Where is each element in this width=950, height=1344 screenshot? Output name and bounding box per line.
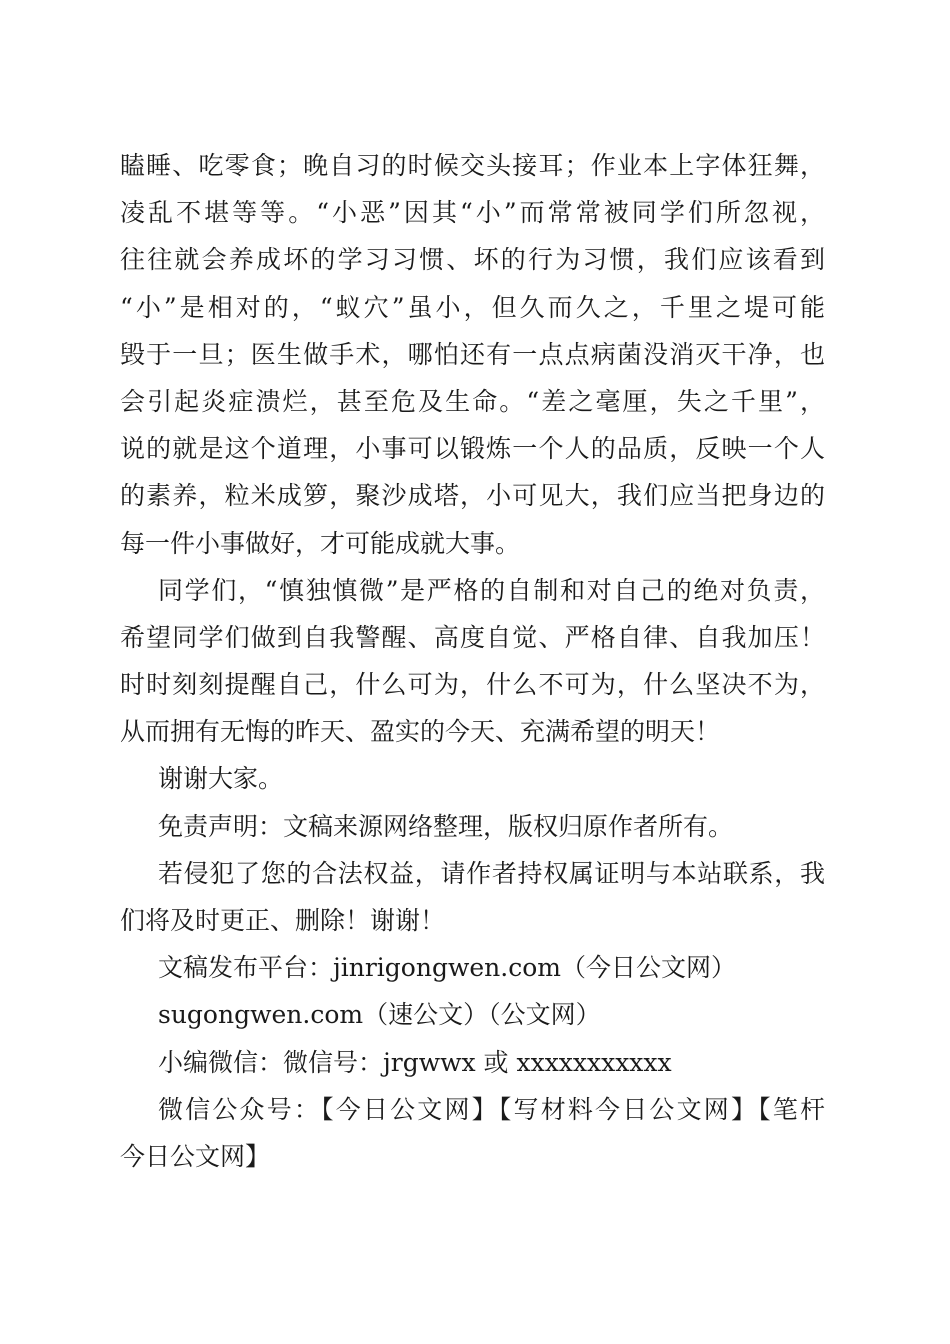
paragraph-disclaimer (120, 803, 825, 850)
text-line: 瞌睡、吃零食；晚自习的时候交头接耳；作业本上字体狂舞， (120, 151, 825, 180)
text-line: 小编微信：微信号：jrgwwx 或 xxxxxxxxxxx (158, 1047, 672, 1077)
text-line: 往往就会养成坏的学习习惯、坏的行为习惯，我们应该看到 (120, 245, 825, 275)
text-line: 文稿发布平台：jinrigongwen.com（今日公文网） (158, 953, 736, 983)
paragraph-closing-appeal (120, 567, 825, 756)
text-line: 们将及时更正、删除！谢谢！ (120, 906, 446, 935)
paragraph-wechat-accounts (120, 1086, 825, 1180)
text-line: 会引起炎症溃烂，甚至危及生命。“差之毫厘，失之千里”， (120, 386, 825, 416)
text-line: 凌乱不堪等等。“小恶”因其“小”而常常被同学们所忽视， (120, 198, 825, 228)
text-line: 若侵犯了您的合法权益，请作者持权属证明与本站联系，我 (158, 858, 825, 888)
text-line: 谢谢大家。 (158, 764, 284, 794)
text-line: 从而拥有无悔的昨天、盈实的今天、充满希望的明天！ (120, 717, 721, 747)
paragraph-platform-alt (120, 991, 825, 1038)
paragraph-wechat-id (120, 1039, 825, 1086)
text-line: 的素养，粒米成箩，聚沙成塔，小可见大，我们应当把身边的 (120, 481, 825, 511)
paragraph-thanks (120, 755, 825, 802)
paragraph-infringement-notice (120, 850, 825, 944)
text-line: 同学们，“慎独慎微”是严格的自制和对自己的绝对负责， (158, 575, 825, 605)
text-line: 今日公文网】 (120, 1141, 271, 1171)
text-line: 时时刻刻提醒自己，什么可为，什么不可为，什么坚决不为， (120, 670, 825, 700)
text-line: 毁于一旦；医生做手术，哪怕还有一点点病菌没消灭干净，也 (120, 339, 825, 369)
text-line: 免责声明：文稿来源网络整理，版权归原作者所有。 (158, 811, 734, 841)
text-line: 每一件小事做好，才可能成就大事。 (120, 528, 521, 558)
paragraph-continuation (120, 142, 825, 567)
paragraph-platform (120, 944, 825, 991)
text-line: “小”是相对的，“蚁穴”虽小，但久而久之，千里之堤可能 (120, 292, 825, 322)
document-page (120, 142, 825, 1180)
text-line: 说的就是这个道理，小事可以锻炼一个人的品质，反映一个人 (120, 434, 825, 464)
text-line: 希望同学们做到自我警醒、高度自觉、严格自律、自我加压！ (120, 622, 825, 652)
text-line: 微信公众号：【今日公文网】【写材料今日公文网】【笔杆 (158, 1094, 825, 1124)
text-line: sugongwen.com（速公文）（公文网） (158, 1000, 601, 1030)
